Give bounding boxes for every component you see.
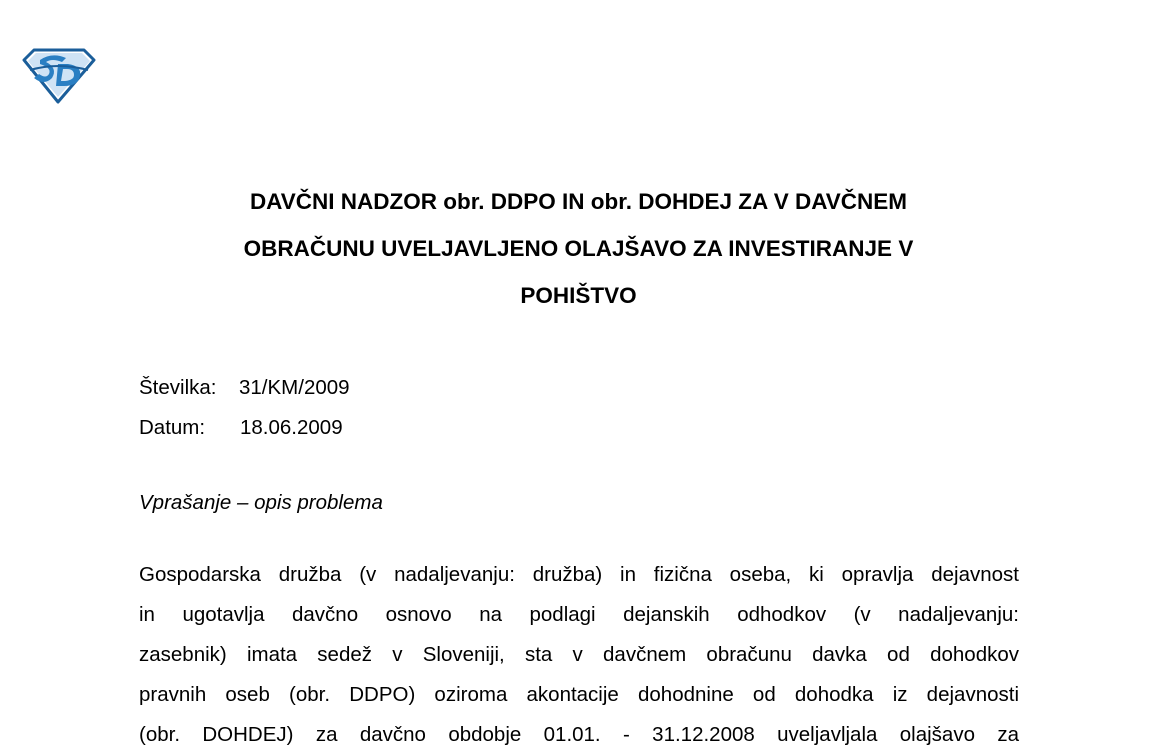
paragraph-line: in ugotavlja davčno osnovo na podlagi dejanskih odhodkov (v nadaljevanju:	[139, 603, 1019, 626]
reference-number-label: Številka:	[139, 376, 217, 399]
date-row	[139, 408, 350, 448]
paragraph-line: Gospodarska družba (v nadaljevanju: družba) in fizična oseba, ki opravlja dejavnost	[139, 563, 1019, 586]
paragraph-line: pravnih oseb (obr. DDPO) oziroma akontacije dohodnine od dohodka iz dejavnosti	[139, 683, 1019, 706]
section-heading: Vprašanje – opis problema	[139, 491, 383, 514]
reference-number-row	[139, 368, 350, 408]
title-line: OBRAČUNU UVELJAVLJENO OLAJŠAVO ZA INVESTIRANJE V	[243, 236, 914, 261]
date-label: Datum:	[139, 416, 206, 439]
paragraph-line: zasebnik) imata sedež v Sloveniji, sta v davčnem obračunu davka od dohodkov	[139, 643, 1019, 666]
reference-number-value: 31/KM/2009	[239, 376, 350, 399]
title-line: POHIŠTVO	[520, 283, 637, 308]
logo	[22, 48, 96, 104]
paragraph-line: (obr. DOHDEJ) za davčno obdobje 01.01. - 31.12.2008 uveljavljala olajšavo za	[139, 723, 1019, 746]
document-meta	[139, 368, 350, 448]
document-title	[120, 178, 1037, 319]
title-line: DAVČNI NADZOR obr. DDPO IN obr. DOHDEJ ZA V DAVČNEM	[249, 189, 908, 214]
body-paragraph	[139, 555, 1019, 755]
date-value: 18.06.2009	[240, 416, 343, 439]
sd-diamond-logo-icon	[22, 48, 96, 104]
